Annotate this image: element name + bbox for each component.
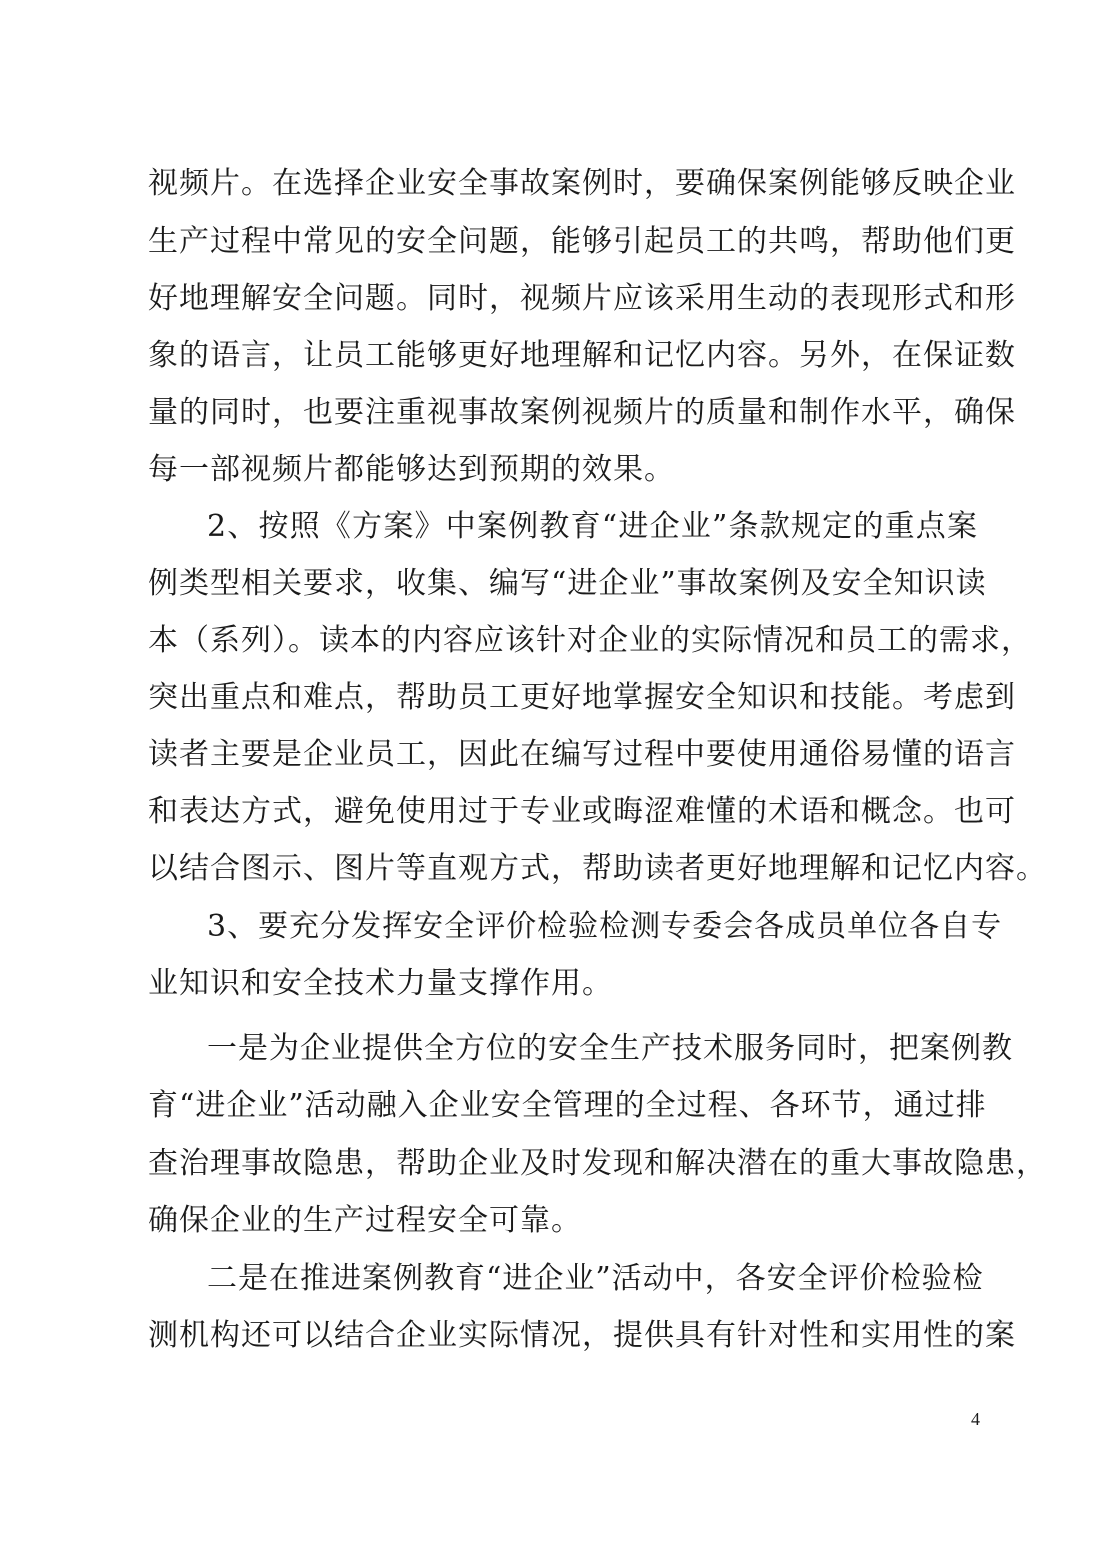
text-line: 育“进企业”活动融入企业安全管理的全过程、各环节，通过排 — [148, 1088, 987, 1123]
text-line: 查治理事故隐患，帮助企业及时发现和解决潜在的重大事故隐患， — [148, 1146, 1047, 1181]
text-line: 业知识和安全技术力量支撑作用。 — [148, 966, 613, 1001]
text-line: 生产过程中常见的安全问题，能够引起员工的共鸣，帮助他们更 — [148, 224, 1016, 259]
text-line: 突出重点和难点，帮助员工更好地掌握安全知识和技能。考虑到 — [148, 680, 1016, 715]
text-line: 测机构还可以结合企业实际情况，提供具有针对性和实用性的案 — [148, 1318, 1016, 1353]
text-line: 读者主要是企业员工，因此在编写过程中要使用通俗易懂的语言 — [148, 737, 1016, 772]
paragraph-start: 一是为企业提供全方位的安全生产技术服务同时，把案例教 — [207, 1031, 1013, 1066]
text-line: 例类型相关要求，收集、编写“进企业”事故案例及安全知识读 — [148, 566, 987, 601]
paragraph-start: 3、要充分发挥安全评价检验检测专委会各成员单位各自专 — [207, 909, 1003, 944]
text-line: 以结合图示、图片等直观方式，帮助读者更好地理解和记忆内容。 — [148, 851, 1047, 886]
text-line: 确保企业的生产过程安全可靠。 — [148, 1203, 582, 1238]
text-line: 好地理解安全问题。同时，视频片应该采用生动的表现形式和形 — [148, 281, 1016, 316]
text-line: 量的同时，也要注重视事故案例视频片的质量和制作水平，确保 — [148, 395, 1016, 430]
text-line: 和表达方式，避免使用过于专业或晦涩难懂的术语和概念。也可 — [148, 794, 1016, 829]
text-line: 视频片。在选择企业安全事故案例时，要确保案例能够反映企业 — [148, 166, 1016, 201]
text-line: 每一部视频片都能够达到预期的效果。 — [148, 452, 675, 487]
paragraph-start: 2、按照《方案》中案例教育“进企业”条款规定的重点案 — [207, 509, 978, 544]
paragraph-start: 二是在推进案例教育“进企业”活动中，各安全评价检验检 — [207, 1261, 984, 1296]
page-number: 4 — [971, 1409, 980, 1429]
text-line: 本（系列）。读本的内容应该针对企业的实际情况和员工的需求， — [148, 623, 1032, 658]
text-line: 象的语言，让员工能够更好地理解和记忆内容。另外，在保证数 — [148, 338, 1016, 373]
